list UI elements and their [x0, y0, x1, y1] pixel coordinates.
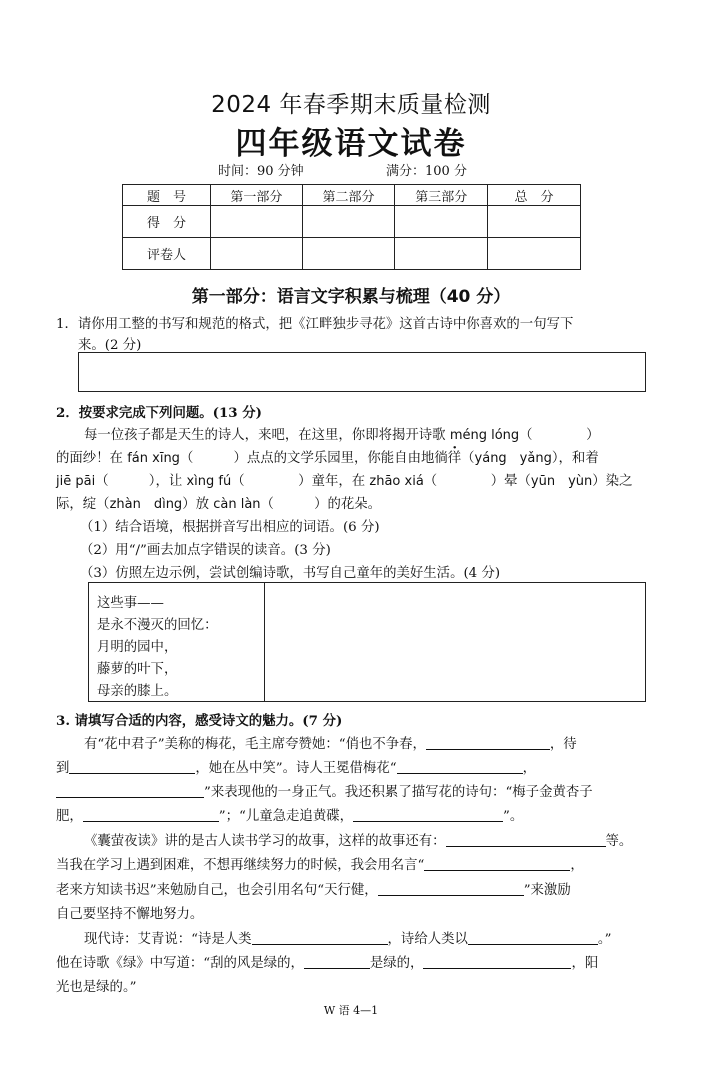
q1-answer-box[interactable]	[78, 352, 646, 392]
fill-blank[interactable]	[424, 856, 570, 871]
q3-text: 老来方知读书迟”来勉励自己，也会引用名句“天行健，	[56, 883, 378, 898]
q3-text: ，	[570, 858, 584, 873]
fill-blank[interactable]	[378, 881, 524, 896]
q2-text: ），和着	[551, 451, 599, 466]
fill-blank[interactable]	[252, 930, 388, 945]
grader-entry-cell[interactable]	[302, 238, 395, 270]
q3-text: 有“花中君子”美称的梅花，毛主席夸赞她：“俏也不争春，	[84, 737, 426, 752]
fill-blank[interactable]	[353, 807, 503, 822]
answer-paren[interactable]: （ ），让	[95, 474, 187, 489]
answer-paren[interactable]: （ ）点点的文学乐园里，你能自由地徜	[179, 451, 448, 466]
pinyin: càn làn	[213, 497, 261, 512]
answer-paren[interactable]: （ ）的花朵。	[260, 497, 382, 512]
pinyin: xìng fú	[186, 474, 232, 489]
q3-text: ”来表现他的一身正气。我还积累了描写花的诗句：“梅子金黄杏子	[204, 785, 593, 800]
q2-sub2: （2）用“/”画去加点字错误的读音。(3 分)	[80, 543, 331, 558]
score-entry-cell[interactable]	[210, 206, 302, 238]
q3-text: ，诗给人类以	[387, 932, 468, 947]
q3-text: 是绿的，	[369, 956, 424, 971]
q3-line	[84, 928, 611, 947]
q3-text: 肥，	[56, 809, 83, 824]
q3-line	[84, 830, 632, 849]
score-table-cell: 第三部分	[395, 185, 488, 206]
poem-line: 母亲的膝上。	[97, 684, 178, 699]
pinyin: zhāo xiá	[369, 474, 424, 489]
q3-text: 等。	[605, 834, 633, 849]
grader-entry-cell[interactable]	[488, 238, 581, 270]
poem-line: 藤萝的叶下，	[97, 662, 178, 677]
q2-paragraph-line4	[56, 493, 381, 512]
fill-blank[interactable]	[397, 759, 523, 774]
exam-title-line2: 四年级语文试卷	[235, 126, 467, 162]
q2-sub1: （1）结合语境，根据拼音写出相应的词语。(6 分)	[80, 520, 380, 535]
q3-line	[84, 733, 577, 752]
fill-blank[interactable]	[304, 954, 370, 969]
q2-sub3: （3）仿照左边示例，尝试创编诗歌，书写自己童年的美好生活。(4 分)	[80, 566, 501, 581]
page-footer: W 语 4—1	[323, 1004, 379, 1017]
pinyin-choice[interactable]: yáng yǎng	[474, 451, 552, 466]
q2-text: 的面纱！在	[56, 451, 128, 466]
dotted-character: 徉	[447, 451, 462, 466]
q3-text: 当我在学习上遇到困难，不想再继续努力的时候，我会用名言“	[56, 858, 425, 873]
q3-text: 他在诗歌《绿》中写道：“刮的风是绿的，	[56, 956, 304, 971]
q2-text: 每一位孩子都是天生的诗人，来吧，在这里，你即将揭开诗歌	[84, 428, 450, 443]
q3-line	[56, 879, 571, 898]
score-entry-cell[interactable]	[395, 206, 488, 238]
q1-text-line2: 来。(2 分)	[78, 338, 142, 353]
section-1-title: 第一部分：语言文字积累与梳理（40 分）	[191, 287, 511, 307]
fill-blank[interactable]	[83, 807, 219, 822]
q2-text: ）染之	[592, 474, 633, 489]
poem-line: 这些事——	[97, 596, 164, 611]
pinyin: jiē pāi	[56, 474, 96, 489]
q3-text: ，阳	[571, 956, 599, 971]
q2-title: 2．按要求完成下列问题。(13 分)	[56, 405, 262, 421]
q2-paragraph-line3	[56, 470, 632, 489]
fill-blank[interactable]	[446, 832, 606, 847]
exam-time: 时间：90 分钟	[218, 164, 304, 179]
q3-line	[56, 757, 536, 776]
score-table-cell: 得 分	[123, 206, 211, 238]
exam-title-line1: 2024 年春季期末质量检测	[211, 92, 491, 118]
q3-line: 光也是绿的。”	[56, 980, 137, 995]
score-table-cell: 题 号	[123, 185, 211, 206]
q2-text: 际，绽（	[56, 497, 110, 512]
q3-text: ”。	[503, 809, 524, 824]
score-entry-cell[interactable]	[302, 206, 395, 238]
q3-text: ，待	[549, 737, 577, 752]
q3-title: 3. 请填写合适的内容，感受诗文的魅力。(7 分)	[56, 713, 343, 729]
answer-paren[interactable]: （ ）晕（	[423, 474, 531, 489]
pinyin: méng lóng	[449, 428, 520, 443]
q1-text-line1: 1．请你用工整的书写和规范的格式，把《江畔独步寻花》这首古诗中你喜欢的一句写下	[56, 317, 574, 332]
q3-text: ”；“儿童急走追黄碟，	[218, 809, 353, 824]
grader-entry-cell[interactable]	[395, 238, 488, 270]
exam-full-score: 满分：100 分	[386, 164, 467, 179]
fill-blank[interactable]	[69, 759, 195, 774]
score-table-row	[123, 206, 581, 238]
q3-line	[56, 952, 598, 971]
score-table-header-row	[123, 185, 581, 206]
q3-text: 到	[56, 761, 70, 776]
fill-blank[interactable]	[426, 735, 550, 750]
q3-text: ，她在丛中笑”。诗人王冕借梅花“	[195, 761, 397, 776]
q3-text: 。”	[597, 932, 612, 947]
pinyin-choice[interactable]: yūn yùn	[530, 474, 593, 489]
score-table-cell: 评卷人	[123, 238, 211, 270]
pinyin: fán xīng	[127, 451, 180, 466]
score-table-cell: 第二部分	[302, 185, 395, 206]
grader-entry-cell[interactable]	[210, 238, 302, 270]
score-entry-cell[interactable]	[488, 206, 581, 238]
score-table-row	[123, 238, 581, 270]
q3-text: 现代诗：艾青说：“诗是人类	[84, 932, 252, 947]
score-table-cell: 总 分	[488, 185, 581, 206]
q2-paragraph-line2	[56, 447, 599, 466]
answer-paren[interactable]: （ ）	[519, 428, 600, 443]
pinyin-choice[interactable]: zhàn dìng	[109, 497, 183, 512]
q3-line	[56, 781, 593, 800]
score-table	[122, 184, 581, 270]
q3-text: ”来激励	[523, 883, 571, 898]
q2-text: ）放	[182, 497, 214, 512]
q3-line	[56, 854, 584, 873]
score-table-cell: 第一部分	[210, 185, 302, 206]
poem-line: 是永不漫灭的回忆：	[97, 618, 218, 633]
q2-paragraph-line1	[84, 424, 600, 443]
q3-text: ，	[522, 761, 536, 776]
poem-answer-area[interactable]	[265, 583, 645, 701]
q3-text: 《囊萤夜读》讲的是古人读书学习的故事，这样的故事还有：	[84, 834, 446, 849]
fill-blank[interactable]	[423, 954, 571, 969]
fill-blank[interactable]	[56, 783, 204, 798]
q3-line: 自己要坚持不懈地努力。	[56, 907, 204, 922]
poem-line: 月明的园中，	[97, 640, 178, 655]
fill-blank[interactable]	[468, 930, 598, 945]
q3-line	[56, 805, 523, 824]
q2-text: （	[461, 451, 475, 466]
answer-paren[interactable]: （ ）童年，在	[231, 474, 370, 489]
